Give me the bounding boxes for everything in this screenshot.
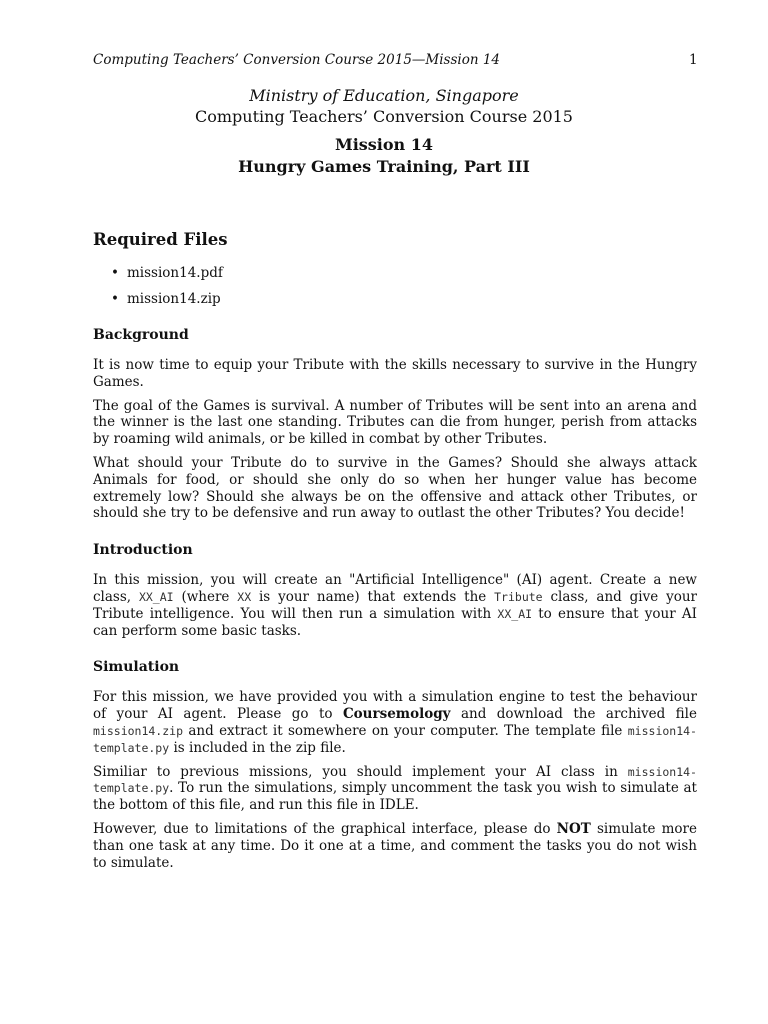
introduction-paragraph bbox=[93, 572, 697, 639]
course-title: Computing Teachers’ Conversion Course 2015 bbox=[195, 107, 573, 126]
file-name: mission14.zip bbox=[127, 291, 221, 307]
text: is included in the zip file. bbox=[169, 739, 346, 756]
code-template-file: mission14-template.py bbox=[93, 764, 697, 796]
code-name: XX bbox=[237, 589, 252, 604]
background-paragraph-2: The goal of the Games is survival. A number of Tributes will be sent into an arena and the winner is the last one standing. Tributes can die from hunger, perish from attacks by roaming wild animals, or be killed in combat by other Tributes. bbox=[93, 397, 697, 448]
mission-subtitle: Hungry Games Training, Part III bbox=[238, 157, 530, 176]
simulation-paragraph-1 bbox=[93, 689, 697, 756]
simulation-paragraph-3 bbox=[93, 821, 697, 871]
required-files-list bbox=[93, 265, 697, 307]
text: and download the archived file bbox=[450, 706, 697, 723]
running-header: Computing Teachers’ Conversion Course 2015—Mission 14 bbox=[93, 52, 501, 68]
mission-title: Mission 14 bbox=[334, 135, 434, 154]
text: simulate more than one task at any time. Do it one at a time, and comment the tasks you do not wish to simulate. bbox=[93, 820, 697, 871]
background-paragraph-3: What should your Tribute do to survive in the Games? Should she always attack Animals for food, or should she only do so when her hunger value has become extremely low? Should she always be on the offensive and attack other Tributes, or should she try to be defensive and run away to outlast the other Tributes? You decide! bbox=[93, 454, 697, 522]
text: and extract it somewhere on your computer. The template file bbox=[183, 722, 628, 739]
text: . To run the simulations, simply uncomment the task you wish to simulate at the bottom of this file, and run this file in IDLE. bbox=[93, 780, 697, 814]
background-heading: Background bbox=[93, 327, 189, 343]
text: to ensure that your AI can perform some basic tasks. bbox=[93, 605, 697, 639]
background-paragraph-1: It is now time to equip your Tribute with the skills necessary to survive in the Hungry Games. bbox=[93, 357, 697, 390]
title-block bbox=[0, 86, 768, 178]
text: class, and give your Tribute intelligence. You will then run a simulation with bbox=[93, 588, 697, 622]
text: For this mission, we have provided you with a simulation engine to test the behaviour of your AI agent. Please go to bbox=[93, 689, 697, 723]
coursemology-text: Coursemology bbox=[342, 706, 451, 723]
code-template-file: mission14-template.py bbox=[93, 723, 697, 755]
simulation-paragraph-2 bbox=[93, 764, 697, 814]
text: In this mission, you will create an "Artificial Intelligence" (AI) agent. Create a new class, bbox=[93, 572, 697, 605]
code-class-name: XX_AI bbox=[138, 589, 174, 604]
text: However, due to limitations of the graphical interface, please do bbox=[93, 820, 557, 837]
list-item bbox=[111, 265, 697, 281]
code-zip-file: mission14.zip bbox=[93, 723, 184, 738]
document-body bbox=[93, 230, 697, 878]
file-name: mission14.pdf bbox=[127, 265, 223, 281]
organization: Ministry of Education, Singapore bbox=[249, 86, 519, 105]
text: Similiar to previous missions, you should implement your AI class in bbox=[93, 763, 628, 780]
text: (where bbox=[173, 588, 238, 605]
code-class-name: XX_AI bbox=[497, 606, 533, 621]
required-files-heading: Required Files bbox=[93, 230, 228, 249]
page-number: 1 bbox=[689, 52, 698, 68]
code-tribute: Tribute bbox=[494, 589, 543, 604]
bullet-icon: • bbox=[111, 291, 119, 307]
bullet-icon: • bbox=[111, 265, 119, 281]
list-item bbox=[111, 291, 697, 307]
introduction-heading: Introduction bbox=[93, 542, 193, 559]
simulation-heading: Simulation bbox=[93, 659, 180, 676]
not-emphasis: NOT bbox=[556, 820, 591, 837]
text: is your name) that extends the bbox=[251, 588, 495, 605]
